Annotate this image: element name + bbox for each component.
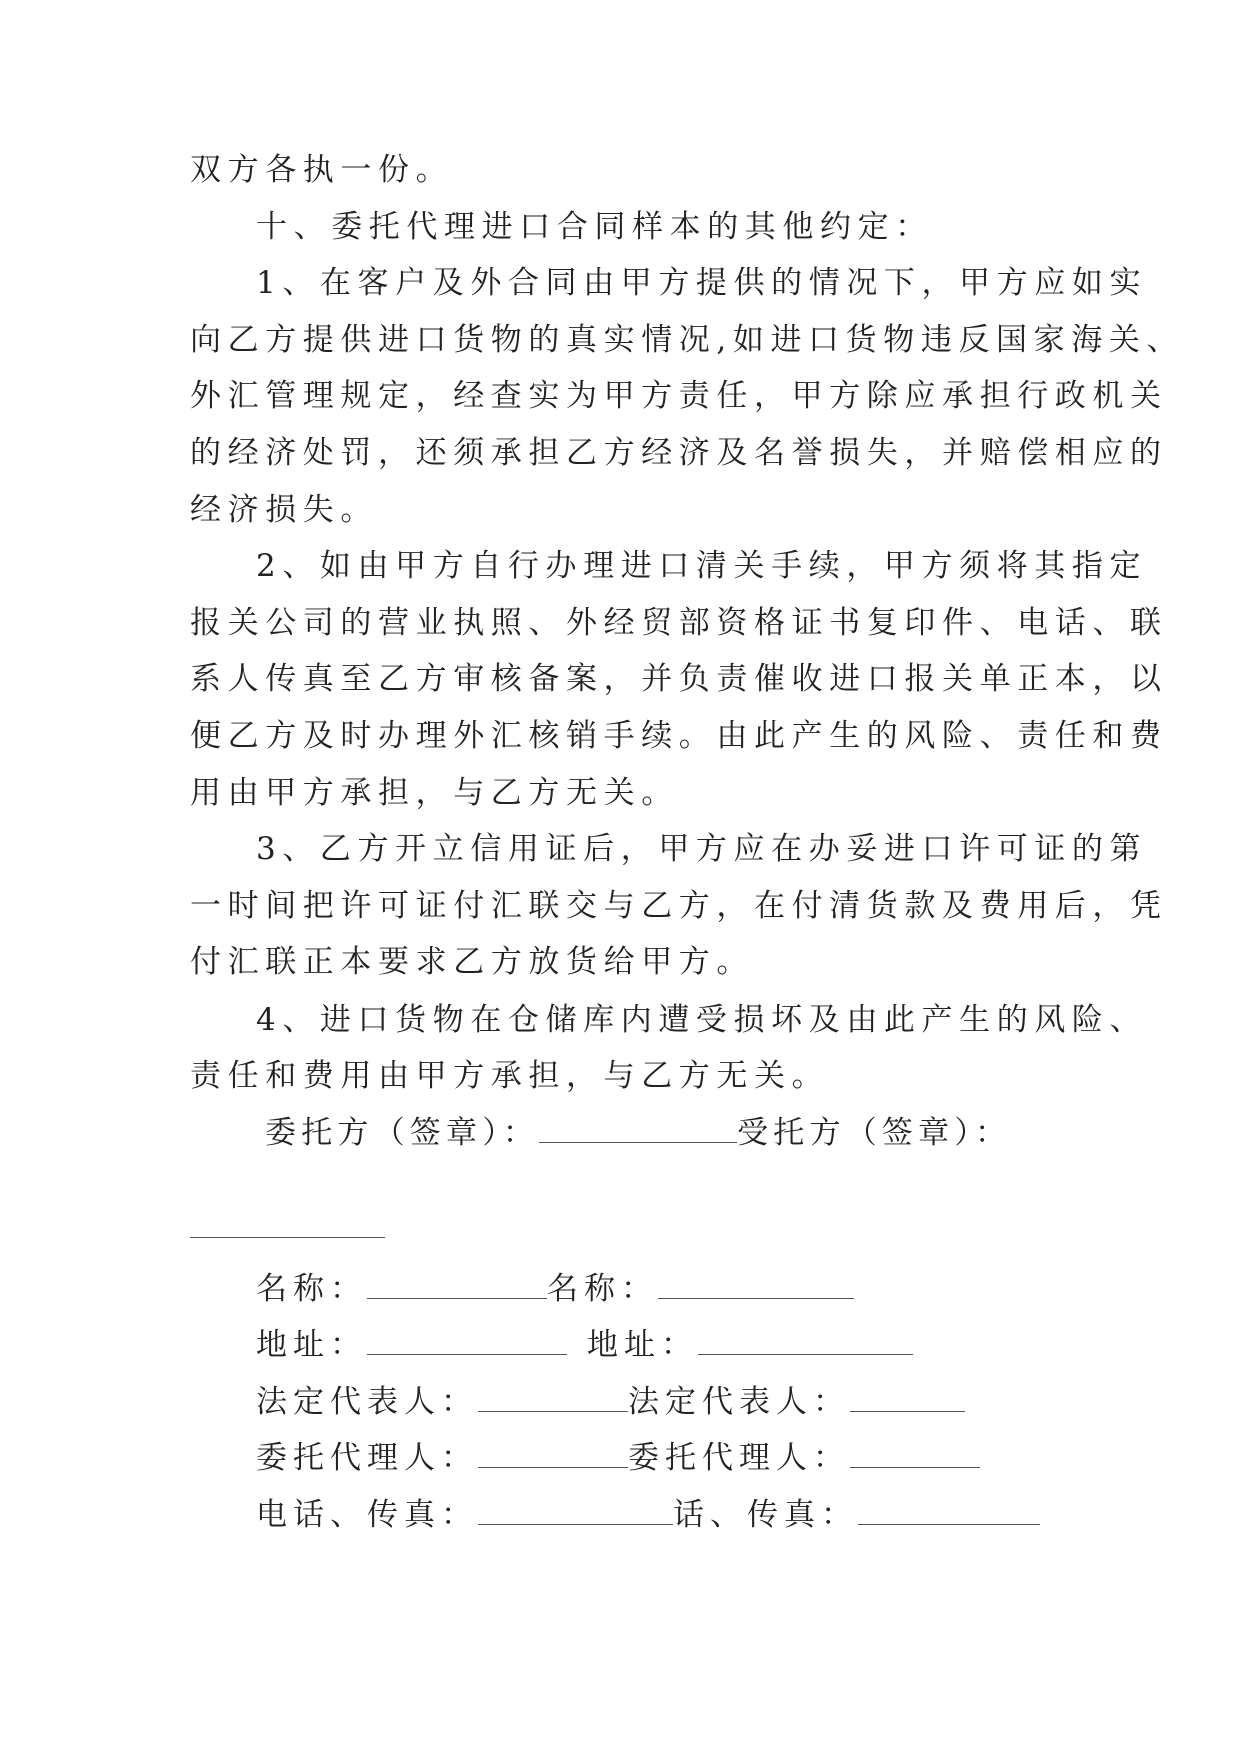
principal-sign-label: 委托方（签章）： [265, 1115, 540, 1151]
clause-3-line: 3、乙方开立信用证后，甲方应在办妥进口许可证的第 [256, 831, 1148, 867]
address-field-row [256, 1325, 913, 1365]
phone-fax-label: 电话、传真： [256, 1497, 478, 1533]
agent-sign-label: 受托方（签章）： [737, 1115, 1012, 1151]
legal-rep-blank[interactable] [478, 1387, 628, 1412]
address-label-2: 地址： [587, 1327, 698, 1363]
clause-2-line: 用由甲方承担，与乙方无关。 [190, 775, 679, 811]
section-title: 十、委托代理进口合同样本的其他约定： [256, 209, 933, 245]
clause-1-line: 的经济处罚，还须承担乙方经济及名誉损失，并赔偿相应的 [190, 435, 1168, 471]
clause-3-line: 付汇联正本要求乙方放货给甲方。 [190, 944, 754, 980]
signature-line [265, 1113, 1011, 1153]
clause-1-line: 外汇管理规定，经查实为甲方责任，甲方除应承担行政机关 [190, 378, 1168, 414]
clause-2-line: 2、如由甲方自行办理进口清关手续，甲方须将其指定 [256, 548, 1148, 584]
phone-fax-blank[interactable] [478, 1500, 673, 1525]
clause-2-line: 报关公司的营业执照、外经贸部资格证书复印件、电话、联 [190, 605, 1168, 641]
clause-3-line: 一时间把许可证付汇联交与乙方，在付清货款及费用后，凭 [190, 888, 1168, 924]
name-blank-2[interactable] [658, 1274, 854, 1299]
agent-rep-label-2: 委托代理人： [628, 1440, 850, 1476]
clause-4-line: 责任和费用由甲方承担，与乙方无关。 [190, 1058, 830, 1094]
phone-fax-field-row [256, 1495, 1040, 1535]
agent-rep-field-row [256, 1438, 980, 1478]
phone-fax-label-2: 话、传真： [673, 1497, 858, 1533]
name-blank[interactable] [367, 1274, 547, 1299]
legal-rep-field-row [256, 1382, 965, 1422]
clause-4-line: 4、进口货物在仓储库内遭受损坏及由此产生的风险、 [256, 1002, 1148, 1038]
clause-2-line: 便乙方及时办理外汇核销手续。由此产生的风险、责任和费 [190, 718, 1168, 754]
address-label: 地址： [256, 1327, 367, 1363]
address-blank[interactable] [367, 1330, 567, 1355]
name-label: 名称： [256, 1271, 367, 1307]
phone-fax-blank-2[interactable] [858, 1500, 1040, 1525]
legal-rep-label-2: 法定代表人： [628, 1384, 850, 1420]
agent-rep-blank-2[interactable] [850, 1443, 980, 1468]
clause-1-line: 经济损失。 [190, 492, 378, 528]
clause-1-line: 向乙方提供进口货物的真实情况,如进口货物违反国家海关、 [190, 322, 1185, 358]
agent-sign-blank[interactable] [190, 1237, 385, 1238]
agent-rep-blank[interactable] [478, 1443, 628, 1468]
principal-sign-blank[interactable] [539, 1118, 737, 1143]
address-blank-2[interactable] [698, 1330, 913, 1355]
clause-2-line: 系人传真至乙方审核备案，并负责催收进口报关单正本，以 [190, 661, 1168, 697]
name-field-row [256, 1269, 854, 1309]
legal-rep-blank-2[interactable] [850, 1387, 965, 1412]
agent-rep-label: 委托代理人： [256, 1440, 478, 1476]
legal-rep-label: 法定代表人： [256, 1384, 478, 1420]
clause-1-line: 1、在客户及外合同由甲方提供的情况下，甲方应如实 [256, 265, 1148, 301]
text-line: 双方各执一份。 [190, 152, 454, 188]
name-label-2: 名称： [547, 1271, 658, 1307]
